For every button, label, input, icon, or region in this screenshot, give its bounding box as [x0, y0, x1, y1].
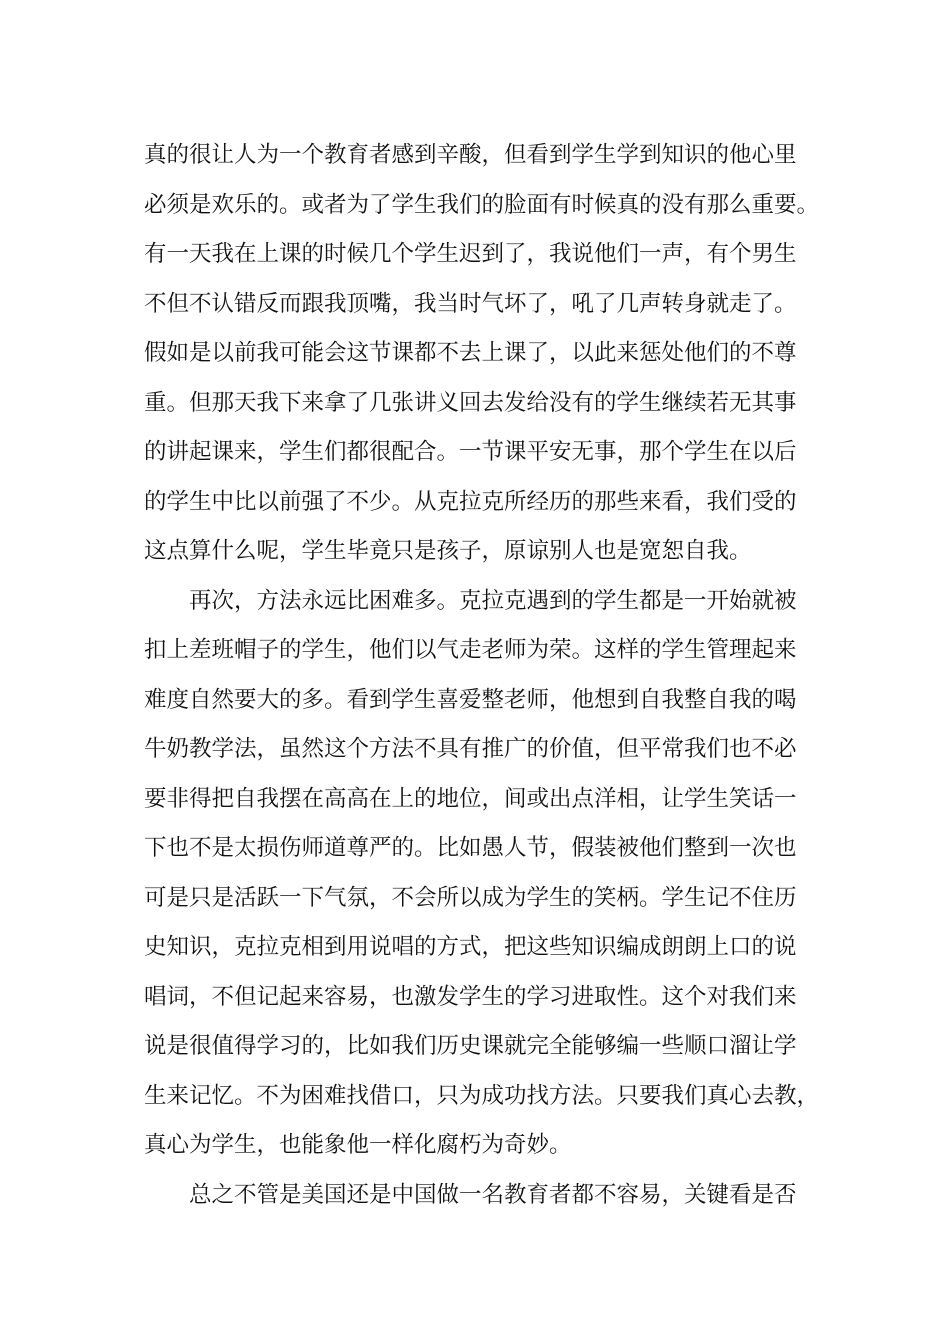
text-line: 的讲起课来，学生们都很配合。一节课平安无事，那个学生在以后: [144, 439, 797, 465]
text-line: 假如是以前我可能会这节课都不去上课了，以此来惩处他们的不尊: [144, 340, 797, 366]
text-line: 可是只是活跃一下气氛，不会所以成为学生的笑柄。学生记不住历: [144, 884, 797, 911]
text-line: 必须是欢乐的。或者为了学生我们的脸面有时候真的没有那么重要。: [144, 191, 820, 218]
text-line: 生来记忆。不为困难找借口，只为成功找方法。只要我们真心去教，: [144, 1082, 820, 1109]
text-line: 有一天我在上课的时候几个学生迟到了，我说他们一声，有个男生: [144, 241, 797, 267]
text-line: 史知识，克拉克相到用说唱的方式，把这些知识编成朗朗上口的说: [144, 934, 797, 960]
text-line: 的学生中比以前强了不少。从克拉克所经历的那些来看，我们受的: [144, 488, 797, 515]
text-line: 说是很值得学习的，比如我们历史课就完全能够编一些顺口溜让学: [144, 1033, 797, 1059]
text-line: 下也不是太损伤师道尊严的。比如愚人节，假装被他们整到一次也: [144, 835, 797, 861]
paragraph-start-line: 总之不管是美国还是中国做一名教育者都不容易，关键看是否: [189, 1181, 797, 1208]
body-text: [144, 131, 824, 1220]
text-line: 重。但那天我下来拿了几张讲义回去发给没有的学生继续若无其事: [144, 389, 797, 416]
text-line: 扣上差班帽子的学生，他们以气走老师为荣。这样的学生管理起来: [144, 637, 797, 663]
text-line: 唱词，不但记起来容易，也激发学生的学习进取性。这个对我们来: [144, 983, 797, 1010]
text-line: 要非得把自我摆在高高在上的地位，间或出点洋相，让学生笑话一: [144, 785, 797, 812]
text-line: 不但不认错反而跟我顶嘴，我当时气坏了，吼了几声转身就走了。: [144, 290, 797, 317]
text-line: 这点算什么呢，学生毕竟只是孩子，原谅别人也是宽恕自我。: [144, 538, 752, 564]
text-line: 真心为学生，也能象他一样化腐朽为奇妙。: [144, 1132, 572, 1158]
text-line: 真的很让人为一个教育者感到辛酸，但看到学生学到知识的他心里: [144, 142, 797, 168]
text-line: 牛奶教学法，虽然这个方法不具有推广的价值，但平常我们也不必: [144, 736, 797, 762]
paragraph-start-line: 再次，方法永远比困难多。克拉克遇到的学生都是一开始就被: [189, 587, 797, 614]
text-line: 难度自然要大的多。看到学生喜爱整老师，他想到自我整自我的喝: [144, 686, 797, 713]
